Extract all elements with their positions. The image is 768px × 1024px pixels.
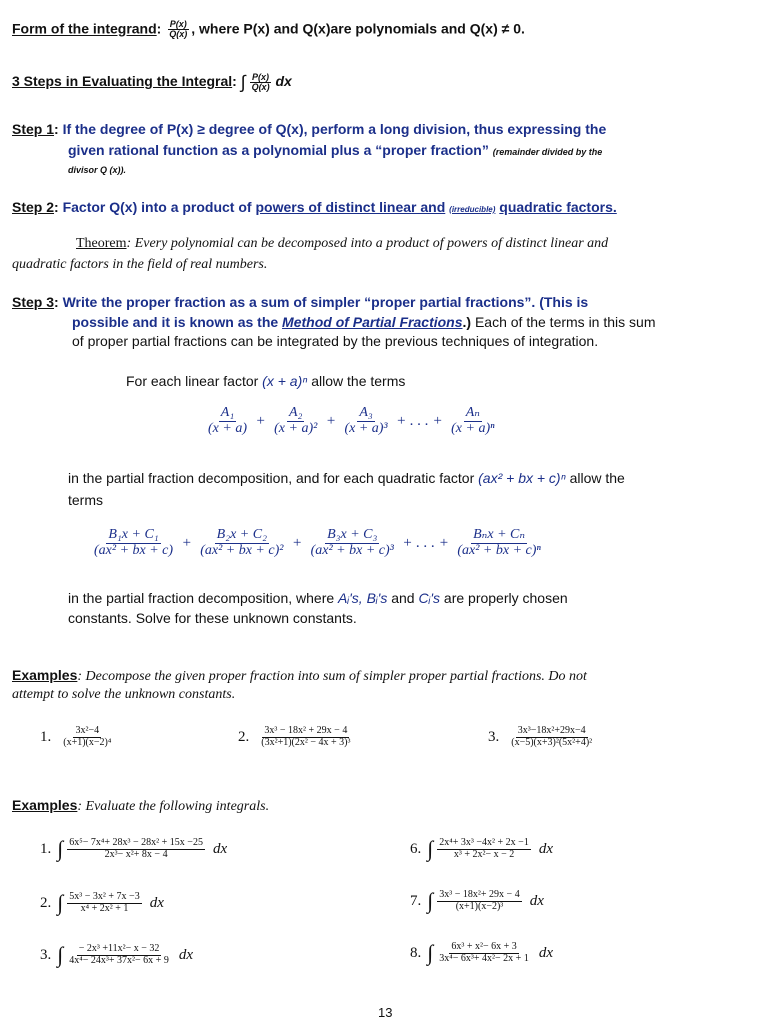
plus-sign: +	[255, 412, 266, 429]
integral-item-7	[410, 888, 544, 914]
integral-item-7-fraction	[437, 890, 521, 912]
quad-term-3	[309, 528, 396, 558]
constants-b: Aᵢ's, Bᵢ's	[338, 590, 388, 606]
integral-item-6-number: 6.	[410, 840, 422, 857]
integral-item-2-fraction	[67, 892, 141, 914]
step2-text-a: Factor Q(x) into a product of	[62, 199, 256, 215]
linear-intro	[126, 373, 405, 389]
step3-line1: Step 3: Write the proper fraction as a sum of simpler “proper partial fractions”. (This is	[12, 294, 589, 310]
constants-c: and	[387, 590, 419, 606]
integral-sign: ∫	[240, 72, 246, 92]
integral-item-3	[40, 942, 193, 968]
integral-item-1-den: 2x³− x²+ 8x − 4	[104, 848, 168, 860]
integral-sign: ∫	[57, 890, 64, 915]
integral-item-2-den: x⁴ + 2x² + 1	[80, 902, 129, 914]
quad-term-n-num: Bₙx + Cₙ	[473, 527, 526, 542]
integral-item-8	[410, 940, 553, 966]
integral-item-6-dx: dx	[538, 840, 553, 857]
plus-sign: +	[325, 412, 336, 429]
examples2-line	[12, 797, 269, 815]
linear-term-2-den: (x + a)²	[274, 420, 318, 436]
example1-item-2	[238, 726, 352, 748]
page-number: 13	[378, 1005, 393, 1020]
integral-item-8-dx: dx	[538, 944, 553, 961]
example1-item-3-den: (x−5)(x+3)²(5x²+4)²	[511, 736, 593, 748]
linear-intro-b: (x + a)ⁿ	[262, 373, 308, 389]
quadratic-terms	[92, 528, 543, 558]
step1-line1: Step 1: If the degree of P(x) ≥ degree of Q(x), perform a long division, thus expressing the	[12, 121, 607, 137]
quad-term-2-den: (ax² + bx + c)²	[200, 542, 284, 558]
step1-line3	[68, 165, 126, 175]
ellipsis-sign: + . . . +	[396, 412, 443, 429]
example1-item-1-den: (x+1)(x−2)⁴	[63, 736, 112, 748]
theorem-line2: quadratic factors in the field of real numbers.	[12, 257, 268, 272]
example1-item-3-num: 3x³−18x²+29x−4	[517, 725, 586, 736]
examples1-label: Examples	[12, 667, 78, 683]
steps-fraction-num: P(x)	[252, 71, 270, 82]
example1-item-1-fraction	[61, 726, 113, 748]
example1-item-2-fraction	[259, 726, 352, 748]
plus-sign: +	[291, 534, 303, 551]
examples1-line2: attempt to solve the unknown constants.	[12, 687, 236, 702]
integral-item-6-den: x³ + 2x²− x − 2	[453, 848, 515, 860]
linear-term-n-num: Aₙ	[465, 405, 480, 420]
linear-term-3-den: (x + a)³	[344, 420, 388, 436]
integral-item-3-fraction	[67, 944, 171, 966]
steps-heading-fraction	[250, 73, 272, 93]
quad-term-n	[455, 528, 542, 558]
integral-item-1	[40, 836, 227, 862]
form-heading: Form of the integrand	[12, 20, 157, 37]
example1-item-1-num: 3x²−4	[75, 725, 100, 736]
example1-item-3-number: 3.	[488, 728, 500, 745]
step1-note2: divisor Q (x)).	[68, 165, 127, 175]
example1-item-3-fraction	[509, 726, 594, 748]
linear-terms	[206, 406, 497, 436]
integral-item-8-number: 8.	[410, 944, 422, 961]
quad-term-1	[92, 528, 175, 558]
example1-item-2-den: (3x²+1)(2x² − 4x + 3)³	[261, 736, 351, 748]
quad-intro-line1	[68, 470, 625, 486]
example1-item-2-num: 3x³ − 18x² + 29x − 4	[264, 725, 348, 736]
form-fraction	[167, 20, 189, 40]
quad-intro-c: allow the	[565, 470, 625, 486]
examples1-line1	[12, 667, 587, 685]
integral-item-2	[40, 890, 164, 916]
step2-label: Step 2	[12, 199, 55, 215]
quad-intro-a: in the partial fraction decomposition, and for each quadratic factor	[68, 470, 479, 486]
form-fraction-den: Q(x)	[169, 29, 188, 40]
integral-item-8-num: 6x³ + x²− 6x + 3	[451, 941, 517, 952]
linear-term-2	[272, 406, 319, 436]
constants-line2: constants. Solve for these unknown constants.	[68, 610, 357, 626]
integral-sign: ∫	[57, 836, 64, 861]
quad-intro-b: (ax² + bx + c)ⁿ	[478, 470, 566, 486]
integral-item-8-den: 3x⁴− 6x³+ 4x²− 2x + 1	[439, 952, 529, 964]
quad-term-2-num: B₂x + C₂	[216, 527, 267, 542]
step3-text2a: possible and it is known as the	[72, 314, 283, 330]
example1-item-2-number: 2.	[238, 728, 250, 745]
quad-term-3-den: (ax² + bx + c)³	[310, 542, 394, 558]
steps-fraction-den: Q(x)	[251, 82, 270, 92]
plus-sign: +	[181, 534, 192, 551]
integral-item-2-dx: dx	[149, 894, 164, 911]
linear-term-1-num: A₁	[220, 405, 235, 420]
integral-sign: ∫	[427, 836, 434, 861]
constants-e: are properly chosen	[440, 590, 568, 606]
step3-line2	[72, 314, 655, 330]
step3-text1: Write the proper fraction as a sum of simpler “proper partial fractions”. (This is	[62, 294, 589, 310]
step2-text-d: quadratic factors.	[499, 199, 617, 215]
integral-sign: ∫	[57, 942, 64, 967]
integral-item-6-fraction	[437, 838, 531, 860]
linear-term-3-num: A₃	[359, 405, 373, 420]
linear-term-n	[449, 406, 496, 436]
step3-text2d: Each of the terms in this sum	[471, 314, 656, 330]
step3-method-link: Method of Partial Fractions	[282, 314, 463, 330]
step3-label: Step 3	[12, 294, 55, 310]
step2-line: Step 2: Factor Q(x) into a product of powers of distinct linear and (irreducible) quadratic factors.	[12, 199, 617, 215]
linear-term-2-num: A₂	[289, 405, 303, 420]
examples1-text1: : Decompose the given proper fraction into sum of simpler proper partial fractions. Do not	[77, 669, 587, 684]
integral-sign: ∫	[427, 888, 434, 913]
quad-term-2	[198, 528, 285, 558]
linear-term-3	[342, 406, 389, 436]
integral-item-6	[410, 836, 553, 862]
step2-text-c: (irreducible)	[449, 205, 496, 214]
quad-term-1-num: B₁x + C₁	[108, 527, 159, 542]
linear-intro-a: For each linear factor	[126, 373, 263, 389]
quad-intro-line2: terms	[68, 492, 103, 508]
step1-text2: given rational function as a polynomial plus a “proper fraction”	[68, 142, 489, 158]
linear-term-n-den: (x + a)ⁿ	[451, 420, 495, 436]
integral-sign: ∫	[427, 940, 434, 965]
form-line: Form of the integrand: $\frac{P(x)}{Q(x)}$ , where P(x) and Q(x)are polynomials and Q(x) ≠ 0.	[12, 19, 525, 40]
examples2-text: : Evaluate the following integrals.	[77, 799, 270, 814]
quad-term-1-den: (ax² + bx + c)	[94, 542, 174, 558]
theorem-label: Theorem	[76, 236, 127, 251]
step3-text2c: .)	[462, 314, 472, 330]
integral-item-7-number: 7.	[410, 892, 422, 909]
examples2-label: Examples	[12, 797, 78, 813]
step2-text-b: powers of distinct linear and	[255, 199, 446, 215]
linear-term-1-den: (x + a)	[208, 420, 247, 436]
theorem-text1: : Every polynomial can be decomposed into a product of powers of distinct linear and	[126, 236, 609, 251]
integral-item-7-num: 3x³ − 18x²+ 29x − 4	[439, 889, 520, 900]
step1-text1: If the degree of P(x) ≥ degree of Q(x), perform a long division, thus expressing the	[62, 121, 607, 137]
integral-item-3-num: − 2x³ +11x²− x − 32	[78, 943, 160, 954]
integral-item-1-number: 1.	[40, 840, 52, 857]
quad-term-n-den: (ax² + bx + c)ⁿ	[457, 542, 541, 558]
example1-item-1-number: 1.	[40, 728, 52, 745]
integral-item-1-num: 6x⁵− 7x⁴+ 28x³ − 28x² + 15x −25	[69, 837, 203, 848]
integral-item-8-fraction	[437, 942, 531, 964]
steps-dx: dx	[275, 73, 292, 90]
integral-item-3-dx: dx	[178, 946, 193, 963]
step1-line2	[68, 142, 602, 158]
form-text: , where P(x) and Q(x)are polynomials and Q(x) ≠ 0.	[191, 20, 525, 37]
integral-item-1-dx: dx	[212, 840, 228, 857]
steps-heading-line: 3 Steps in Evaluating the Integral: ∫ $\frac{P(x)}{Q(x)}$ dx	[12, 71, 292, 92]
constants-line1	[68, 590, 568, 606]
integral-item-1-fraction	[67, 838, 205, 860]
linear-intro-c: allow the terms	[307, 373, 406, 389]
example1-item-3	[488, 726, 594, 748]
integral-item-7-den: (x+1)(x−2)³	[455, 900, 504, 912]
quad-term-3-num: B₃x + C₃	[327, 527, 378, 542]
linear-term-1	[206, 406, 249, 436]
example1-item-1	[40, 726, 113, 748]
step1-note: (remainder divided by the	[492, 147, 603, 157]
step1-label: Step 1	[12, 121, 55, 137]
integral-item-7-dx: dx	[529, 892, 544, 909]
integral-item-6-num: 2x⁴+ 3x³ −4x² + 2x −1	[439, 837, 529, 848]
steps-heading: 3 Steps in Evaluating the Integral	[12, 73, 233, 90]
constants-d: Cᵢ's	[418, 590, 441, 606]
constants-a: in the partial fraction decomposition, where	[68, 590, 339, 606]
form-fraction-num: P(x)	[169, 19, 187, 29]
integral-item-2-number: 2.	[40, 894, 52, 911]
integral-item-2-num: 5x³ − 3x² + 7x −3	[69, 891, 140, 902]
step3-line3: of proper partial fractions can be integrated by the previous techniques of integration.	[72, 333, 599, 349]
theorem-line1	[76, 236, 608, 252]
integral-item-3-number: 3.	[40, 946, 52, 963]
integral-item-3-den: 4x⁴− 24x³+ 37x²− 6x + 9	[69, 954, 169, 966]
ellipsis-sign: + . . . +	[402, 534, 449, 551]
